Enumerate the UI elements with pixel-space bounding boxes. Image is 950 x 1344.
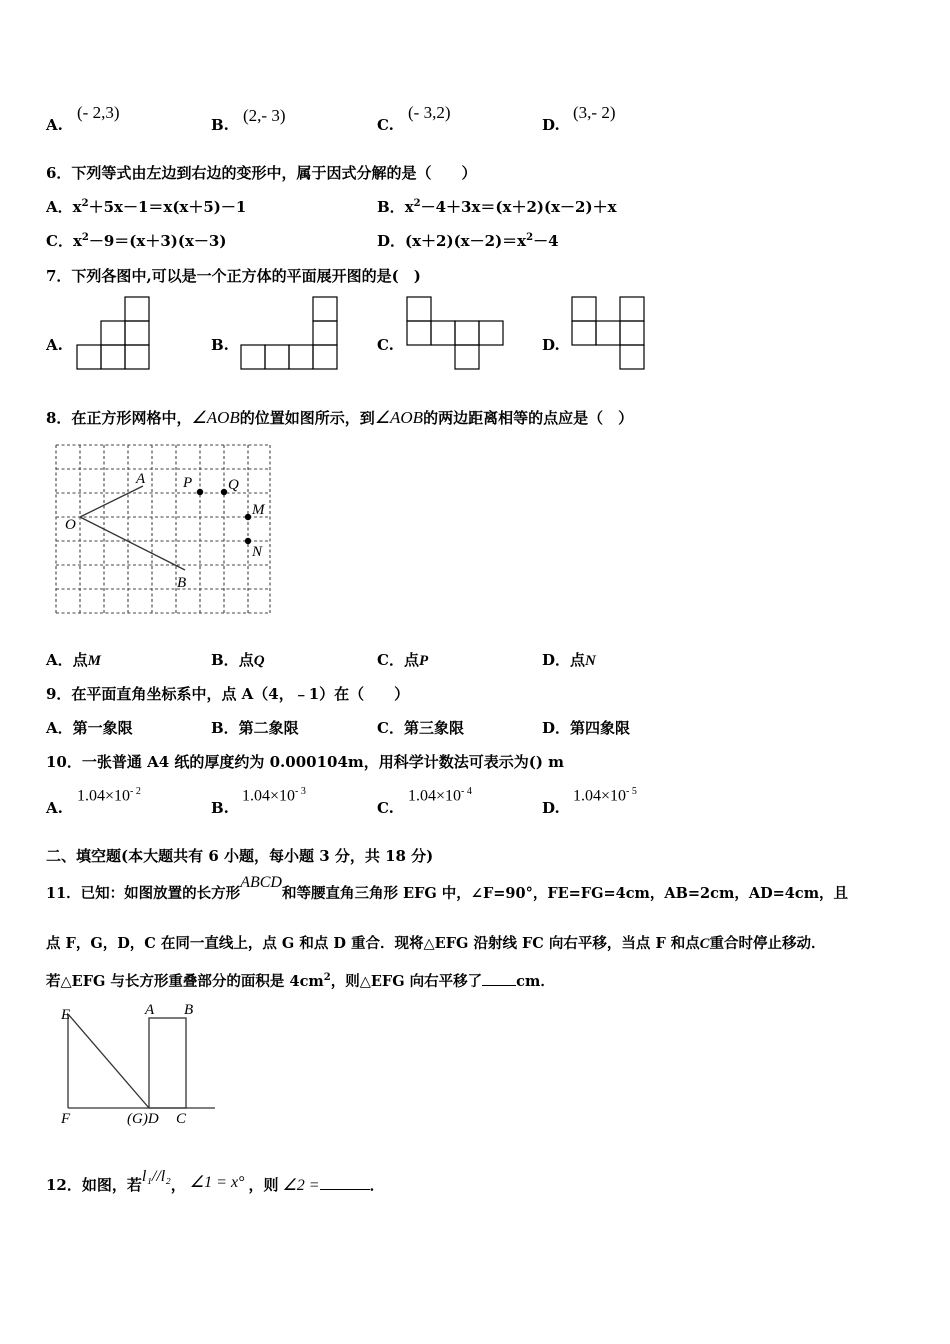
q7-net-c (406, 296, 508, 370)
q12-angle-1: ∠1 = x° (189, 1174, 245, 1191)
q5-option-b-letter: B. (211, 116, 229, 134)
q8-option-a: A．点M (46, 651, 101, 669)
q8-option-b: B．点Q (211, 651, 265, 669)
q8-point-q (221, 489, 227, 495)
q7-option-a-letter: A. (46, 336, 63, 354)
q11-line-3: 若△EFG 与长方形重叠部分的面积是 $4cm^2$，则△EFG 向右平移了 cm． (46, 972, 555, 990)
q12-answer-blank (320, 1189, 370, 1190)
q11-label-c: C (176, 1111, 187, 1127)
q10-option-c-value: $1.04\times 10^{- 4}$ (408, 786, 472, 805)
q8-point-m (245, 514, 251, 520)
q9-stem: 9．在平面直角坐标系中，点 A（4，﹣1）在（ ） (46, 685, 410, 703)
q8-point-p (197, 489, 203, 495)
q8-ray-oa (80, 486, 143, 517)
q8-option-d: D．点N (542, 651, 596, 669)
q8-grid-lines (56, 445, 270, 613)
q11-answer-blank (482, 985, 516, 986)
q10-option-a-value: $1.04\times 10^{- 2}$ (77, 786, 141, 805)
q11-label-a: A (145, 1002, 155, 1018)
q10-option-b-value: $1.04\times 10^{- 3}$ (242, 786, 306, 805)
q8-label-n: N (252, 544, 263, 560)
q5-option-a-value: (- 2,3) (77, 103, 120, 122)
q11-line-2: 点 F，G，D，C 在同一直线上，点 G 和点 D 重合．现将△EFG 沿射线 FC 向右平移，当点 F 和点C重合时停止移动． (46, 935, 826, 952)
q8-grid-figure (50, 442, 275, 617)
q12-parallel: l₁//l₂ (141, 1168, 171, 1185)
q7-net-d (571, 296, 649, 372)
q8-label-o: O (65, 517, 76, 533)
q5-option-d-letter: D. (542, 116, 560, 134)
q8-option-c: C．点P (377, 651, 429, 669)
q5-option-c-value: (- 3,2) (408, 103, 451, 122)
q12-stem: 12．如图，若l₁//l₂， ∠1 = x° ，则 ∠2 = ． (46, 1168, 385, 1194)
q8-label-b: B (177, 575, 187, 591)
q11-line-1: 11．已知：如图放置的长方形ABCD和等腰直角三角形 EFG 中，∠F=90°，FE=FG=4cm，AB=2cm，AD=4cm，且 (46, 874, 849, 902)
q6-stem: 6．下列等式由左边到右边的变形中，属于因式分解的是（ ） (46, 164, 477, 182)
q8-label-p: P (183, 475, 193, 491)
q6-option-a: A．$x^2+5x-1=x(x+5)-1$ (46, 198, 247, 216)
q6-option-d: D．$(x+2)(x-2)=x^2-4$ (377, 232, 559, 250)
q11-label-f: F (61, 1111, 71, 1127)
section-2-title: 二、填空题(本大题共有 6 小题，每小题 3 分，共 18 分) (46, 847, 434, 865)
q9-option-c: C．第三象限 (377, 719, 464, 737)
q6-option-b: B．$x^2-4+3x=(x+2)(x-2)+x$ (377, 198, 617, 216)
q11-label-e: E (61, 1007, 71, 1023)
q7-option-d-letter: D. (542, 336, 560, 354)
q9-option-d: D．第四象限 (542, 719, 631, 737)
q10-stem: 10．一张普通 A4 纸的厚度约为 0.000104m，用科学计数法可表示为() m (46, 753, 565, 771)
q5-option-d-value: (3,- 2) (573, 103, 616, 122)
q11-label-gd: (G)D (127, 1111, 159, 1127)
q8-label-q: Q (228, 477, 239, 493)
q8-ray-ob (80, 517, 185, 570)
q5-option-b-value: (2,- 3) (243, 106, 286, 125)
q10-option-b-letter: B. (211, 799, 229, 817)
q8-stem: 8．在正方形网格中，∠AOB的位置如图所示，到∠AOB的两边距离相等的点应是（ ） (46, 408, 634, 427)
q8-label-a: A (136, 471, 146, 487)
q11-rectangle (149, 1018, 186, 1108)
q10-option-d-value: $1.04\times 10^{- 5}$ (573, 786, 637, 805)
q7-stem: 7．下列各图中,可以是一个正方体的平面展开图的是( ) (46, 267, 421, 285)
q12-angle-2: ∠2 = (282, 1177, 320, 1194)
q8-label-m: M (252, 502, 265, 518)
q11-figure (58, 1000, 218, 1130)
q11-rect-name: ABCD (240, 874, 282, 891)
q7-net-b (240, 296, 340, 370)
q9-option-a: A．第一象限 (46, 719, 133, 737)
q10-option-d-letter: D. (542, 799, 560, 817)
q9-option-b: B．第二象限 (211, 719, 299, 737)
q10-option-c-letter: C. (377, 799, 394, 817)
q6-option-c: C．$x^2-9=(x+3)(x-3)$ (46, 232, 227, 250)
q5-option-a-letter: A. (46, 116, 63, 134)
q11-side-eg (68, 1014, 149, 1108)
q11-label-b: B (184, 1002, 194, 1018)
q10-option-a-letter: A. (46, 799, 63, 817)
q7-net-a (76, 296, 152, 370)
q8-point-n (245, 538, 251, 544)
q5-option-c-letter: C. (377, 116, 394, 134)
q7-option-b-letter: B. (211, 336, 229, 354)
q7-option-c-letter: C. (377, 336, 394, 354)
